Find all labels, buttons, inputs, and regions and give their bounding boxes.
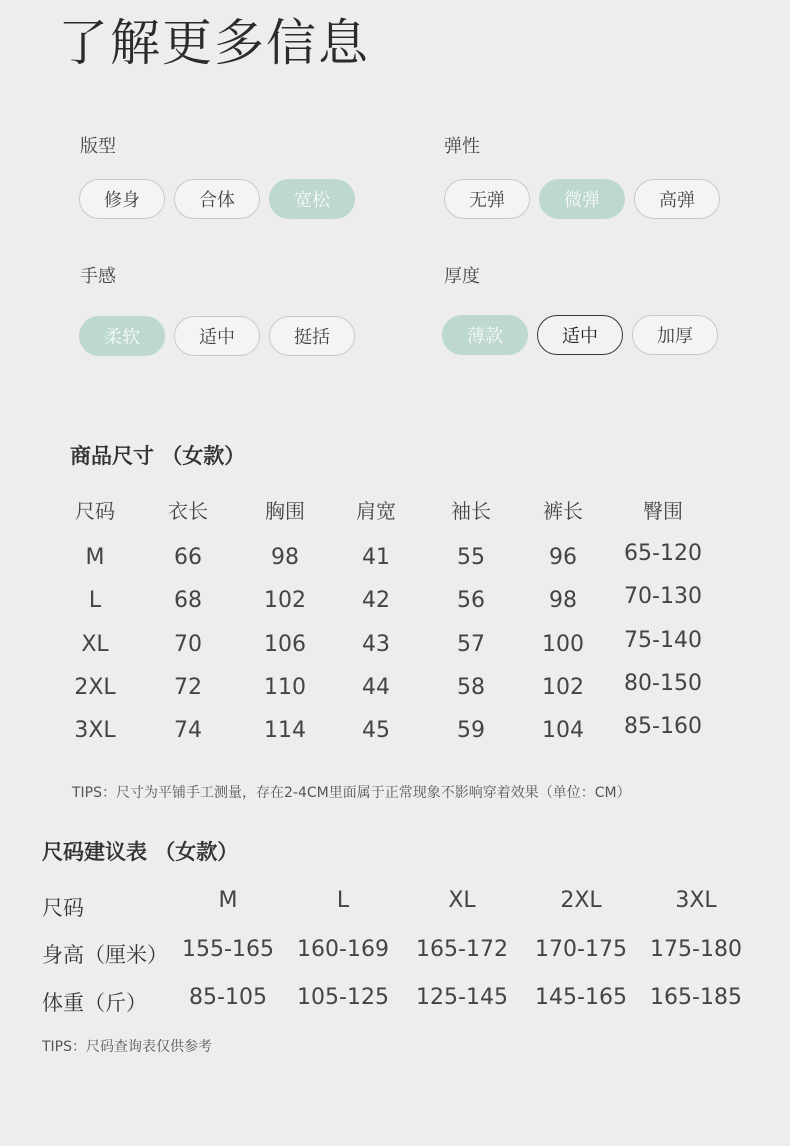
size-table-cell: 106 bbox=[264, 632, 306, 657]
size-table-header-cell: 袖长 bbox=[451, 499, 491, 523]
recommend-table-row-label: 身高（厘米） bbox=[42, 943, 168, 967]
size-table-header-cell: 裤长 bbox=[543, 499, 583, 523]
size-table-cell: 44 bbox=[362, 675, 390, 700]
size-table-header-cell: 臀围 bbox=[643, 499, 683, 523]
size-table-cell: 57 bbox=[457, 632, 485, 657]
size-table-cell: 102 bbox=[264, 588, 306, 613]
chip-feel-medium[interactable]: 适中 bbox=[174, 316, 260, 356]
size-table-cell: 42 bbox=[362, 588, 390, 613]
recommend-table-size-header: L bbox=[336, 888, 350, 913]
chip-fit-loose[interactable]: 宽松 bbox=[269, 179, 355, 219]
attr-label-thickness: 厚度 bbox=[444, 266, 480, 287]
recommend-table-size-header: 2XL bbox=[560, 888, 602, 913]
recommend-table-cell: 165-185 bbox=[650, 985, 742, 1010]
size-table-header-cell: 肩宽 bbox=[356, 499, 396, 523]
size-table-cell: 41 bbox=[362, 545, 390, 570]
size-table-cell: 59 bbox=[457, 718, 485, 743]
size-table-cell: 56 bbox=[457, 588, 485, 613]
chip-fit-regular[interactable]: 合体 bbox=[174, 179, 260, 219]
attr-options-fit bbox=[79, 179, 355, 219]
size-table-size-label: 2XL bbox=[74, 675, 116, 700]
chip-feel-soft[interactable]: 柔软 bbox=[79, 316, 165, 356]
recommend-table-cell: 165-172 bbox=[416, 937, 508, 962]
size-table-size-label: XL bbox=[81, 632, 109, 657]
size-table-cell: 43 bbox=[362, 632, 390, 657]
size-table-cell: 45 bbox=[362, 718, 390, 743]
size-table-size-label: 3XL bbox=[74, 718, 116, 743]
chip-thickness-medium[interactable]: 适中 bbox=[537, 315, 623, 355]
chip-feel-stiff[interactable]: 挺括 bbox=[269, 316, 355, 356]
size-table-cell: 104 bbox=[542, 718, 584, 743]
recommend-table-tips: TIPS：尺码查询表仅供参考 bbox=[42, 1039, 213, 1055]
recommend-table-row-label: 体重（斤） bbox=[42, 991, 147, 1015]
chip-stretch-slight[interactable]: 微弹 bbox=[539, 179, 625, 219]
recommend-table-cell: 160-169 bbox=[297, 937, 389, 962]
recommend-table-title: 尺码建议表 （女款） bbox=[42, 840, 239, 864]
size-table-cell: 102 bbox=[542, 675, 584, 700]
size-table-cell: 66 bbox=[174, 545, 202, 570]
chip-stretch-none[interactable]: 无弹 bbox=[444, 179, 530, 219]
recommend-table-cell: 155-165 bbox=[182, 937, 274, 962]
attr-label-feel: 手感 bbox=[80, 266, 116, 287]
recommend-table-size-header: 3XL bbox=[675, 888, 717, 913]
recommend-table-cell: 125-145 bbox=[416, 985, 508, 1010]
size-table-cell: 70-130 bbox=[624, 584, 702, 609]
size-table-cell: 68 bbox=[174, 588, 202, 613]
recommend-table-cell: 170-175 bbox=[535, 937, 627, 962]
page-title: 了解更多信息 bbox=[58, 14, 370, 72]
size-table-cell: 72 bbox=[174, 675, 202, 700]
size-table-size-label: M bbox=[85, 545, 105, 570]
size-table-cell: 58 bbox=[457, 675, 485, 700]
attr-options-feel bbox=[79, 316, 355, 356]
size-table-cell: 110 bbox=[264, 675, 306, 700]
attr-label-fit: 版型 bbox=[80, 136, 116, 157]
recommend-table-header-label: 尺码 bbox=[42, 896, 84, 920]
size-table-cell: 98 bbox=[549, 588, 577, 613]
recommend-table-cell: 85-105 bbox=[189, 985, 267, 1010]
size-table-cell: 70 bbox=[174, 632, 202, 657]
size-table-header-cell: 衣长 bbox=[168, 499, 208, 523]
recommend-table-size-header: XL bbox=[448, 888, 476, 913]
size-table-cell: 85-160 bbox=[624, 714, 702, 739]
size-table-tips: TIPS：尺寸为平铺手工测量，存在2-4CM里面属于正常现象不影响穿着效果（单位：CM） bbox=[72, 785, 631, 801]
chip-thickness-thick[interactable]: 加厚 bbox=[632, 315, 718, 355]
recommend-table-cell: 105-125 bbox=[297, 985, 389, 1010]
size-table-cell: 96 bbox=[549, 545, 577, 570]
size-table-header-cell: 胸围 bbox=[265, 499, 305, 523]
recommend-table-size-header: M bbox=[218, 888, 238, 913]
size-table-size-label: L bbox=[88, 588, 102, 613]
recommend-table-cell: 145-165 bbox=[535, 985, 627, 1010]
size-table-cell: 65-120 bbox=[624, 541, 702, 566]
size-table-cell: 75-140 bbox=[624, 628, 702, 653]
recommend-table-cell: 175-180 bbox=[650, 937, 742, 962]
attr-options-stretch bbox=[444, 179, 720, 219]
chip-thickness-thin[interactable]: 薄款 bbox=[442, 315, 528, 355]
size-table-cell: 80-150 bbox=[624, 671, 702, 696]
size-table-cell: 100 bbox=[542, 632, 584, 657]
size-table-cell: 55 bbox=[457, 545, 485, 570]
size-table-cell: 74 bbox=[174, 718, 202, 743]
chip-fit-slim[interactable]: 修身 bbox=[79, 179, 165, 219]
size-table-cell: 114 bbox=[264, 718, 306, 743]
size-table-cell: 98 bbox=[271, 545, 299, 570]
attr-options-thickness bbox=[442, 315, 718, 355]
attr-label-stretch: 弹性 bbox=[444, 136, 480, 157]
chip-stretch-high[interactable]: 高弹 bbox=[634, 179, 720, 219]
size-table-header-cell: 尺码 bbox=[75, 499, 115, 523]
size-table-title: 商品尺寸 （女款） bbox=[70, 444, 246, 468]
